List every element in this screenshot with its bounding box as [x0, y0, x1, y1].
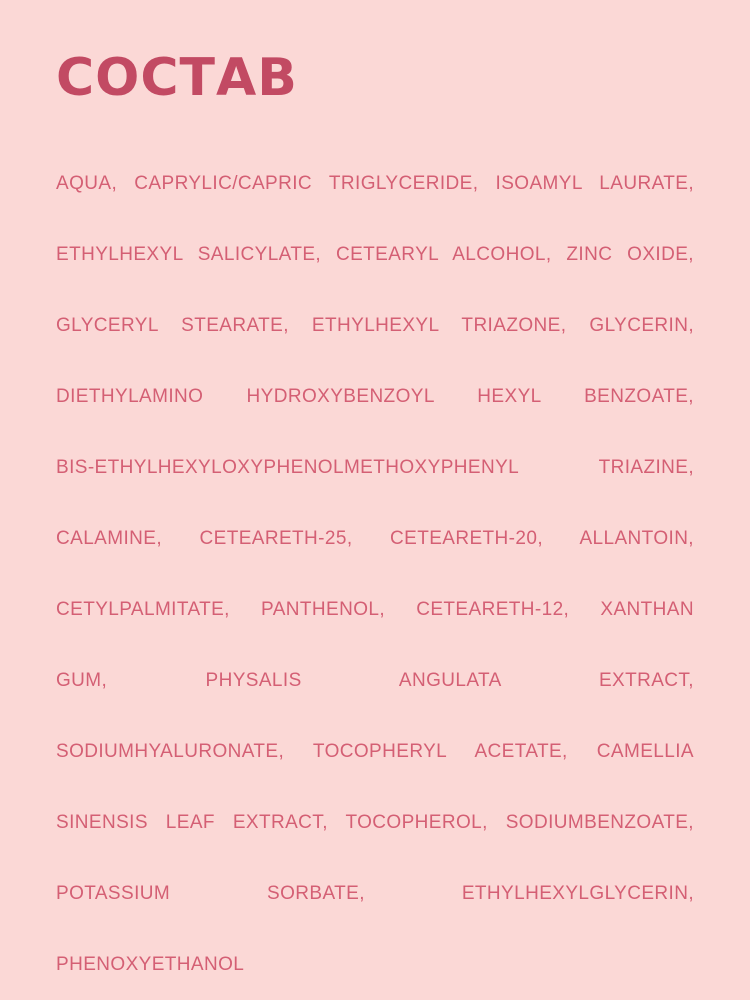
ingredients-line-8: GUM, PHYSALIS ANGULATA EXTRACT, — [56, 670, 694, 691]
ingredients-line-10: SINENSIS LEAF EXTRACT, TOCOPHEROL, SODIUMBENZOATE, — [56, 812, 694, 833]
ingredients-line-11: POTASSIUM SORBATE, ETHYLHEXYLGLYCERIN, — [56, 883, 694, 904]
ingredients-list — [56, 148, 694, 1000]
ingredients-line-2: ETHYLHEXYL SALICYLATE, CETEARYL ALCOHOL, ZINC OXIDE, — [56, 244, 694, 265]
ingredients-line-3: GLYCERYL STEARATE, ETHYLHEXYL TRIAZONE, GLYCERIN, — [56, 315, 694, 336]
ingredients-line-5: BIS-ETHYLHEXYLOXYPHENOLMETHOXYPHENYL TRIAZINE, — [56, 457, 694, 478]
ingredients-line-9: SODIUMHYALURONATE, TOCOPHERYL ACETATE, CAMELLIA — [56, 741, 694, 762]
ingredients-line-1: AQUA, CAPRYLIC/CAPRIC TRIGLYCERIDE, ISOAMYL LAURATE, — [56, 173, 694, 194]
ingredients-line-12: PHENOXYETHANOL — [56, 954, 245, 975]
page-title: СОСТАВ — [56, 48, 298, 108]
ingredients-line-4: DIETHYLAMINO HYDROXYBENZOYL HEXYL BENZOATE, — [56, 386, 694, 407]
ingredients-line-7: CETYLPALMITATE, PANTHENOL, CETEARETH-12, XANTHAN — [56, 599, 694, 620]
ingredients-line-6: CALAMINE, CETEARETH-25, CETEARETH-20, ALLANTOIN, — [56, 528, 694, 549]
